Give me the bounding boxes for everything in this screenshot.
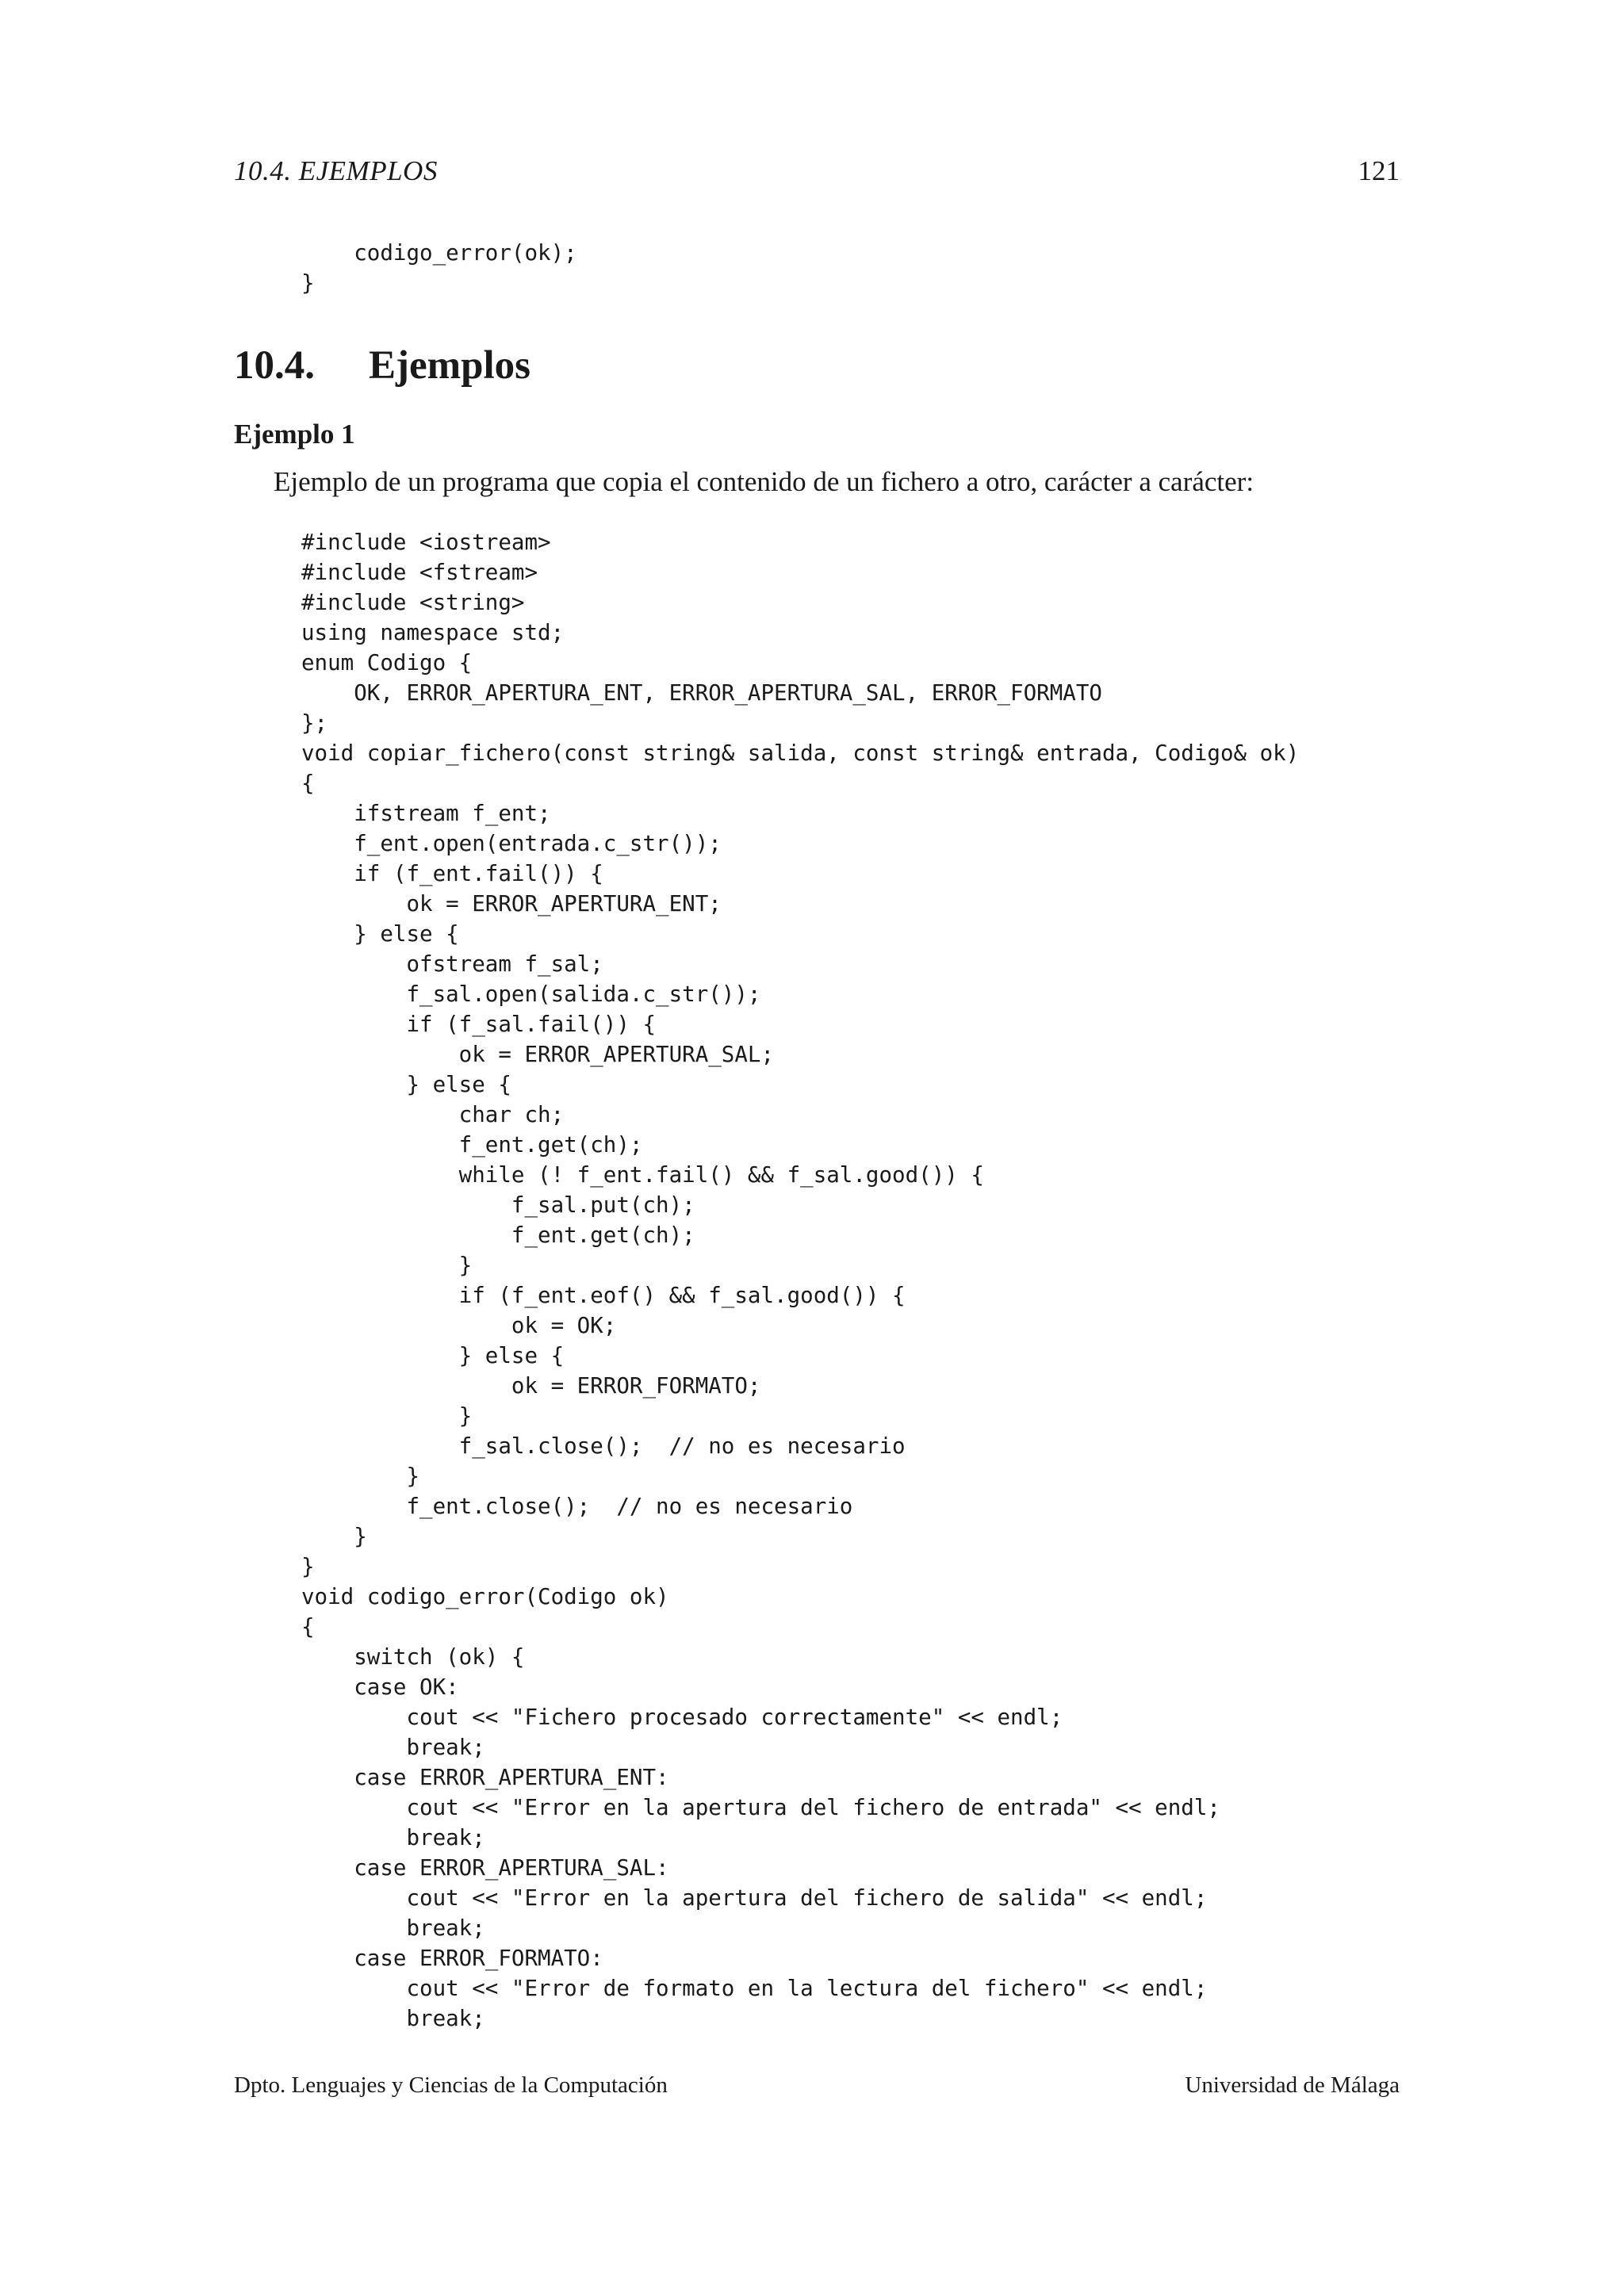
code-line: } <box>301 1253 473 1278</box>
code-line: f_ent.get(ch); <box>301 1132 643 1158</box>
code-line: char ch; <box>301 1102 565 1127</box>
code-line: case ERROR_APERTURA_SAL: <box>301 1855 669 1881</box>
section-title: Ejemplos <box>369 343 530 388</box>
code-line: f_sal.put(ch); <box>301 1192 695 1218</box>
code-line: { <box>301 771 315 796</box>
code-line: while (! f_ent.fail() && f_sal.good()) { <box>301 1162 984 1188</box>
code-line: if (f_sal.fail()) { <box>301 1012 657 1037</box>
code-line: ok = ERROR_FORMATO; <box>301 1373 761 1399</box>
section-heading <box>234 342 530 388</box>
code-line: cout << "Fichero procesado correctamente" << endl; <box>301 1705 1063 1730</box>
code-line: enum Codigo { <box>301 650 473 675</box>
code-line: } <box>301 1524 367 1549</box>
code-line: cout << "Error en la apertura del fichero de salida" << endl; <box>301 1885 1208 1911</box>
code-line: switch (ok) { <box>301 1644 525 1670</box>
code-line: } <box>301 1464 420 1489</box>
code-line: } else { <box>301 1343 565 1368</box>
code-line: ok = OK; <box>301 1313 617 1338</box>
code-line: f_ent.get(ch); <box>301 1223 695 1248</box>
page-number: 121 <box>1358 155 1400 186</box>
code-line: void codigo_error(Codigo ok) <box>301 1584 669 1609</box>
code-line: break; <box>301 1825 485 1850</box>
code-line: #include <string> <box>301 590 525 615</box>
code-line: } <box>301 270 315 296</box>
code-line: f_sal.close(); // no es necesario <box>301 1433 906 1459</box>
code-block-continued <box>301 238 577 298</box>
code-line: } else { <box>301 921 459 947</box>
code-line: { <box>301 1614 315 1640</box>
running-footer <box>234 2072 1400 2104</box>
header-section-title: 10.4. EJEMPLOS <box>234 155 438 186</box>
code-line: break; <box>301 2006 485 2031</box>
code-line: cout << "Error de formato en la lectura del fichero" << endl; <box>301 1976 1208 2001</box>
code-line: } <box>301 1403 473 1429</box>
code-line: #include <fstream> <box>301 560 538 585</box>
code-line: if (f_ent.eof() && f_sal.good()) { <box>301 1283 906 1308</box>
subsection-heading: Ejemplo 1 <box>234 419 355 450</box>
code-block-example-1 <box>301 527 1299 2034</box>
code-line: }; <box>301 710 328 736</box>
footer-university: Universidad de Málaga <box>1185 2072 1400 2098</box>
code-line: using namespace std; <box>301 620 565 645</box>
code-line: } <box>301 1554 315 1579</box>
code-line: ok = ERROR_APERTURA_SAL; <box>301 1042 775 1067</box>
code-line: case OK: <box>301 1674 459 1700</box>
code-line: ofstream f_sal; <box>301 951 603 977</box>
code-line: } else { <box>301 1072 511 1097</box>
code-line: OK, ERROR_APERTURA_ENT, ERROR_APERTURA_SAL, ERROR_FORMATO <box>301 680 1102 706</box>
code-line: #include <iostream> <box>301 530 551 555</box>
code-line: case ERROR_FORMATO: <box>301 1946 603 1971</box>
code-line: break; <box>301 1915 485 1941</box>
code-line: case ERROR_APERTURA_ENT: <box>301 1765 669 1790</box>
code-line: f_sal.open(salida.c_str()); <box>301 982 761 1007</box>
code-line: f_ent.close(); // no es necesario <box>301 1494 853 1519</box>
code-line: cout << "Error en la apertura del fichero de entrada" << endl; <box>301 1795 1220 1820</box>
code-line: break; <box>301 1735 485 1760</box>
code-line: f_ent.open(entrada.c_str()); <box>301 831 722 856</box>
running-header <box>234 155 1400 193</box>
code-line: ok = ERROR_APERTURA_ENT; <box>301 891 722 916</box>
intro-paragraph: Ejemplo de un programa que copia el contenido de un fichero a otro, carácter a carácter: <box>274 466 1254 497</box>
code-line: ifstream f_ent; <box>301 801 551 826</box>
code-line: if (f_ent.fail()) { <box>301 861 603 886</box>
code-line: void copiar_fichero(const string& salida, const string& entrada, Codigo& ok) <box>301 740 1300 766</box>
code-line: codigo_error(ok); <box>301 240 577 266</box>
section-number: 10.4. <box>234 343 315 388</box>
footer-department: Dpto. Lenguajes y Ciencias de la Computación <box>234 2072 668 2098</box>
